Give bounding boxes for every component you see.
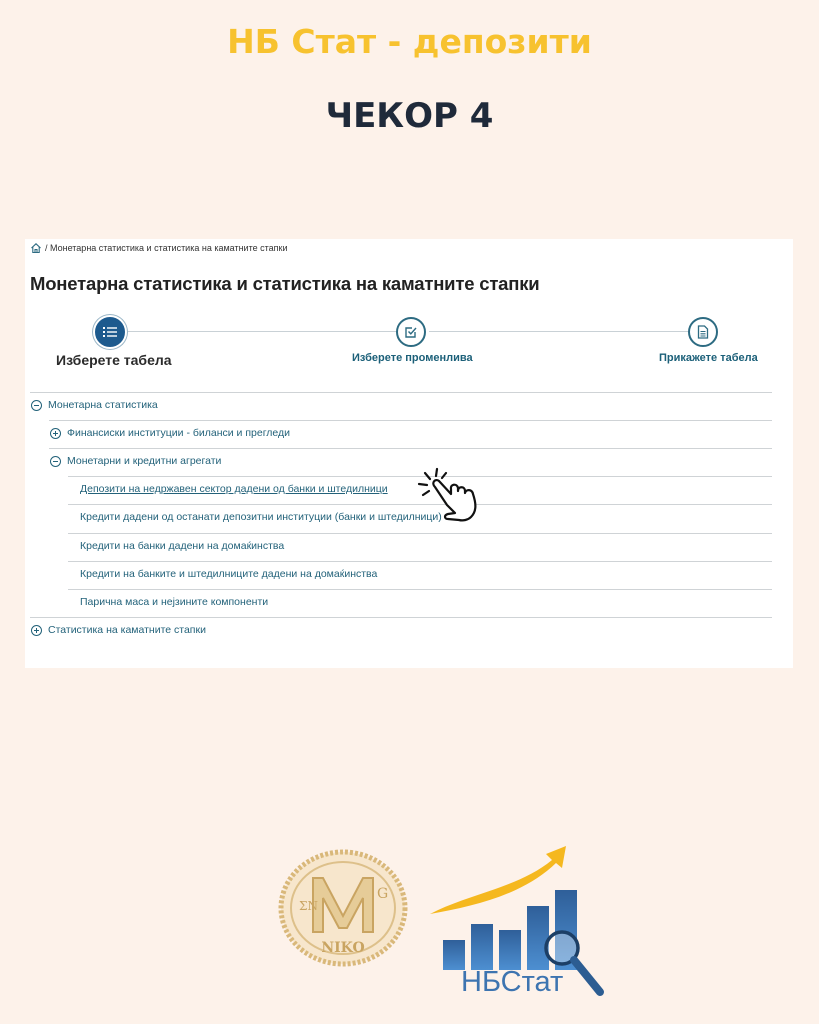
tree-link-banks-savings-credits-households[interactable]: Кредити на банките и штедилниците дадени на домаќинства xyxy=(80,568,378,580)
divider xyxy=(49,448,772,449)
breadcrumb-path[interactable]: / Монетарна статистика и статистика на каматните стапки xyxy=(45,243,288,253)
step-2-label[interactable]: Изберете променлива xyxy=(352,352,473,364)
tree-link-deposits[interactable]: Депозити на недржавен сектор дадени од банки и штедилници xyxy=(80,483,388,495)
bar xyxy=(499,930,521,970)
coin-monogram-logo xyxy=(277,848,409,968)
collapse-icon[interactable] xyxy=(31,400,42,411)
svg-text:ΣN: ΣN xyxy=(299,899,318,913)
bar xyxy=(471,924,493,970)
list-icon xyxy=(103,326,117,338)
nbstat-logo-label: НБСтат xyxy=(461,966,564,998)
collapse-icon[interactable] xyxy=(50,456,61,467)
divider xyxy=(30,392,772,393)
divider xyxy=(68,561,772,562)
divider xyxy=(49,420,772,421)
pointing-hand-click-icon xyxy=(413,465,491,525)
tree-link-money-supply[interactable]: Парична маса и нејзините компоненти xyxy=(80,596,269,608)
page-title: Монетарна статистика и статистика на каматните стапки xyxy=(30,273,540,294)
step-1-label[interactable]: Изберете табела xyxy=(56,352,172,368)
step-3-circle[interactable] xyxy=(688,317,718,347)
divider xyxy=(68,589,772,590)
screenshot-panel xyxy=(25,239,793,668)
infographic-title: НБ Стат - депозити xyxy=(227,22,592,61)
tree-item-label[interactable]: Статистика на каматните стапки xyxy=(48,624,206,636)
expand-icon[interactable] xyxy=(31,625,42,636)
expand-icon[interactable] xyxy=(50,428,61,439)
step-2-circle[interactable] xyxy=(396,317,426,347)
breadcrumb xyxy=(30,242,287,254)
tree-item-financial-institutions[interactable] xyxy=(50,427,290,439)
tree-link-credits-other-institutions[interactable]: Кредити дадени од останати депозитни институции (банки и штедилници) xyxy=(80,511,442,523)
bar xyxy=(527,906,549,970)
tree-item-monetary-aggregates[interactable] xyxy=(50,455,221,467)
step-3-label[interactable]: Прикажете табела xyxy=(659,352,758,364)
checkbox-icon xyxy=(404,325,418,339)
tree-item-monetary-statistics[interactable] xyxy=(31,399,158,411)
step-1-circle[interactable] xyxy=(95,317,125,347)
step-number: ЧЕКОР 4 xyxy=(325,96,494,136)
tree-item-label[interactable]: Финансиски институции - биланси и прегледи xyxy=(67,427,291,439)
tree-item-label[interactable]: Монетарна статистика xyxy=(48,399,158,411)
stepper-connector xyxy=(429,331,689,332)
tree-item-label[interactable]: Монетарни и кредитни агрегати xyxy=(67,455,222,467)
document-icon xyxy=(697,325,709,339)
stepper-connector xyxy=(125,331,397,332)
divider xyxy=(68,533,772,534)
tree-link-bank-credits-households[interactable]: Кредити на банки дадени на домаќинства xyxy=(80,540,285,552)
svg-text:NIKO: NIKO xyxy=(321,940,365,956)
divider xyxy=(30,617,772,618)
tree-item-interest-rates[interactable] xyxy=(31,624,206,636)
svg-text:G: G xyxy=(377,886,389,902)
home-icon[interactable] xyxy=(30,242,42,254)
